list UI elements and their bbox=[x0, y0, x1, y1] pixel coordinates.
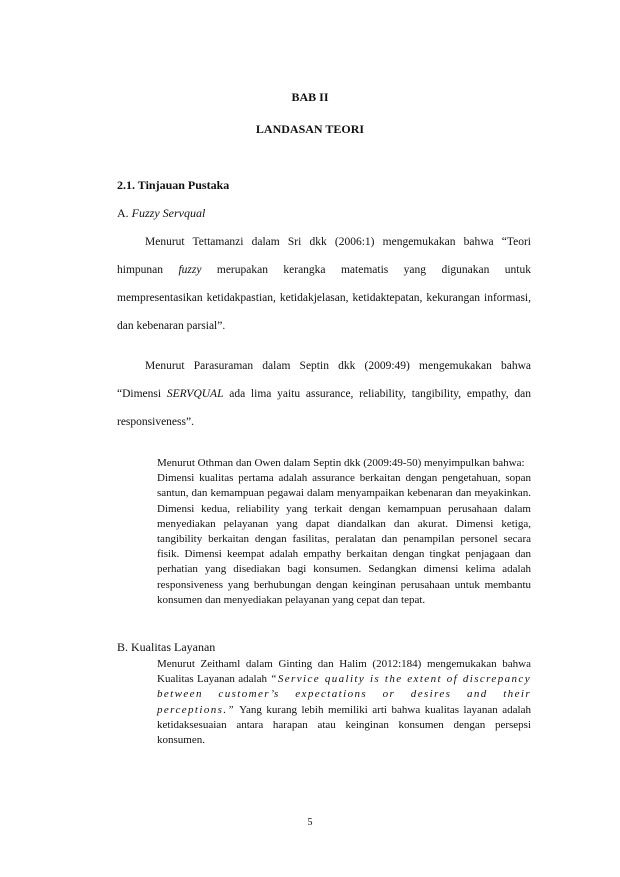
subsection-a-label: Fuzzy Servqual bbox=[131, 206, 206, 220]
chapter-heading: BAB II bbox=[291, 90, 329, 104]
para2-text-post: ada lima yaitu assurance, reliability, tangibility, empathy, dan responsiveness”. bbox=[117, 388, 531, 428]
para1-text-pre: Menurut Tettamanzi dalam Sri dkk (2006:1) mengemukakan bahwa “Teori himpunan bbox=[117, 236, 531, 276]
quote2-italic-definition: “Service quality is the extent of discrepancy between customer’s expectations or desires and their perceptions.” bbox=[157, 673, 531, 716]
quote2-text-post: Yang kurang lebih memiliki arti bahwa kualitas layanan adalah ketidaksesuaian antara harapan atau keinginan konsumen dengan persepsi konsumen. bbox=[157, 703, 531, 747]
page-number: 5 bbox=[307, 817, 313, 828]
chapter-title: LANDASAN TEORI bbox=[255, 122, 365, 136]
quote1-intro: Menurut Othman dan Owen dalam Septin dkk (2009:49-50) menyimpulkan bahwa: bbox=[157, 457, 525, 469]
para2-italic: SERVQUAL bbox=[166, 388, 224, 400]
paragraph-tettamanzi bbox=[117, 228, 531, 340]
subsection-heading-a bbox=[117, 206, 205, 221]
para1-text-post: merupakan kerangka matematis yang digunakan untuk mempresentasikan ketidakpastian, ketidakjelasan, ketidaktepatan, kekurangan informasi, dan kebenaran parsial”. bbox=[117, 264, 531, 332]
paragraph-parasuraman bbox=[117, 352, 531, 436]
para2-text-pre: Menurut Parasuraman dalam Septin dkk (2009:49) mengemukakan bahwa “Dimensi bbox=[117, 360, 531, 400]
block-quote-zeithaml bbox=[157, 657, 531, 748]
quote2-text-pre: Menurut Zeithaml dalam Ginting dan Halim (2012:184) mengemukakan bahwa Kualitas Layanan adalah bbox=[157, 658, 531, 686]
section-heading-2-1: 2.1. Tinjauan Pustaka bbox=[117, 178, 230, 192]
subsection-heading-b: B. Kualitas Layanan bbox=[117, 640, 216, 654]
para1-italic: fuzzy bbox=[178, 264, 202, 276]
subsection-a-prefix: A. bbox=[117, 206, 132, 220]
quote1-body: Dimensi kualitas pertama adalah assurance berkaitan dengan pengetahuan, sopan santun, dan kemampuan pegawai dalam menyampaikan kebenaran dan meyakinkan. Dimensi kedua, reliability yang terkait dengan kemampuan perusahaan dalam menyediakan pelayanan yang dapat diandalkan dan akurat. Dimensi ketiga, tangibility berkaitan dengan fasilitas, peralatan dan penampilan personel secara fisik. Dimensi keempat adalah empathy berkaitan dengan tingkat penjagaan dan perhatian yang disediakan bagi konsumen. Sedangkan dimensi kelima adalah responsiveness yang berhubungan dengan keinginan perusahaan untuk membantu konsumen dan menyediakan pelayanan yang cepat dan tepat. bbox=[157, 472, 531, 606]
block-quote-othman-owen bbox=[157, 456, 531, 608]
